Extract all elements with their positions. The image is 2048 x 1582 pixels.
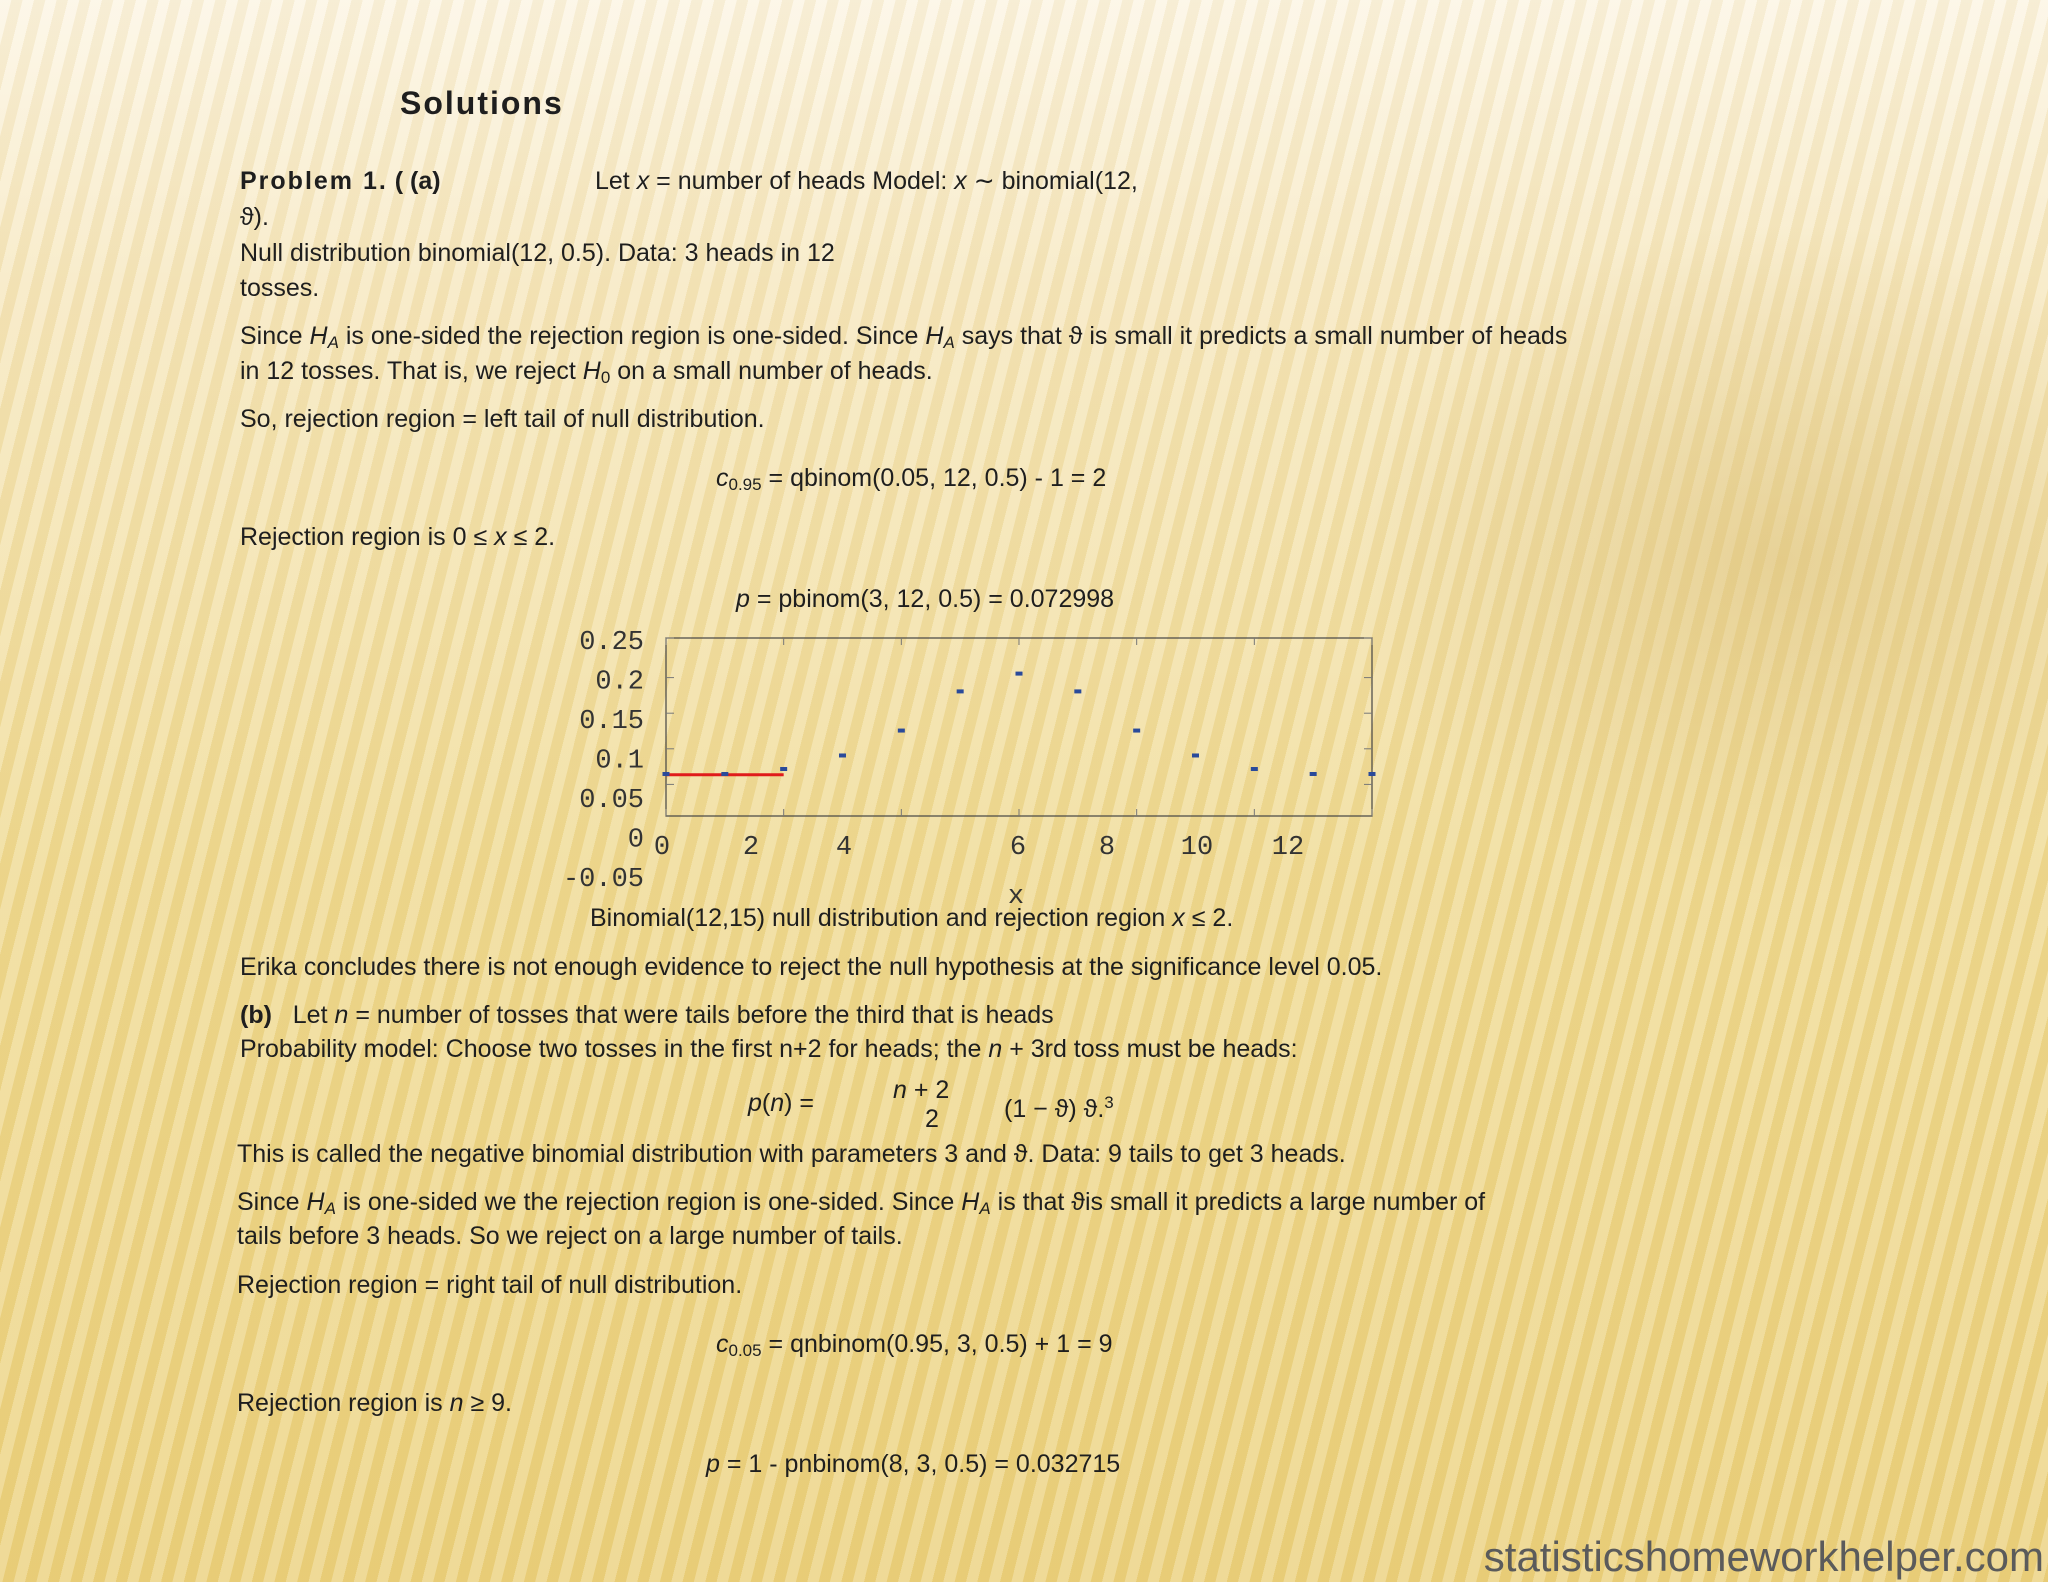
text: . — [1097, 1095, 1105, 1123]
var-p: p — [706, 1450, 720, 1478]
y-tick-label: 0.25 — [579, 628, 644, 658]
var-x: x — [494, 523, 507, 551]
x-tick-label: 8 — [1098, 833, 1116, 863]
text: = number of tosses that were tails before the third that is heads — [355, 1001, 1054, 1029]
data-point — [1369, 772, 1376, 776]
text: Since — [237, 1188, 300, 1216]
data-point — [1251, 767, 1258, 771]
data-point — [1192, 753, 1199, 757]
rejection-region-right: Rejection region = right tail of null distribution. — [237, 1271, 743, 1299]
text: = 1 - pnbinom(8, 3, 0.5) = 0.032715 — [726, 1450, 1121, 1478]
text: is one-sided the rejection region is one-sided. Since — [345, 322, 919, 350]
x-tick-label: 6 — [1009, 833, 1027, 863]
text: + 3rd toss must be heads: — [1009, 1035, 1298, 1063]
x-tick-label: 0 — [653, 833, 671, 863]
text: = number of heads Model: — [656, 167, 948, 195]
var-n: n — [988, 1035, 1003, 1063]
x-tick-label: 10 — [1180, 833, 1214, 863]
pn-lhs — [748, 1088, 814, 1118]
p-value-b — [706, 1449, 1120, 1479]
problem-label: Problem 1. — [240, 167, 388, 195]
part-b-label: (b) — [240, 1001, 272, 1029]
footer-watermark: statisticshomeworkhelper.com — [1483, 1533, 2044, 1580]
conclusion-line: Erika concludes there is not enough evidence to reject the null hypothesis at the significance level 0.05. — [240, 953, 1383, 981]
data-point — [839, 753, 846, 757]
text: Since — [240, 322, 303, 350]
text: = qbinom(0.05, 12, 0.5) - 1 = 2 — [768, 464, 1107, 492]
data-point — [663, 772, 670, 776]
data-point — [721, 772, 728, 776]
var-p: p — [736, 585, 750, 613]
subscript: A — [979, 1199, 991, 1218]
var-n: n — [449, 1389, 464, 1417]
subscript: A — [324, 1199, 336, 1218]
null-distribution-chart — [540, 620, 1400, 910]
probability-model-line — [240, 1034, 1298, 1064]
y-tick-label: 0.1 — [595, 746, 644, 777]
text: = qnbinom(0.95, 3, 0.5) + 1 = 9 — [768, 1330, 1113, 1358]
model-line — [595, 166, 1138, 196]
y-tick-label: 0.05 — [579, 786, 644, 816]
tosses-line: tosses. — [240, 274, 320, 302]
text: on a small number of heads. — [617, 357, 933, 385]
tails-line: tails before 3 heads. So we reject on a large number of tails. — [237, 1222, 903, 1250]
var-c: c — [716, 464, 729, 492]
subscript: 0 — [600, 368, 611, 387]
text: Probability model: Choose two tosses in the first n+2 for heads; the — [240, 1035, 982, 1063]
text: ≤ 2. — [1191, 904, 1234, 932]
critical-value-b — [716, 1329, 1113, 1366]
var-x: x — [636, 167, 650, 195]
text: = pbinom(3, 12, 0.5) = 0.072998 — [756, 585, 1115, 613]
var-x: x — [954, 167, 967, 195]
var-h: H — [582, 357, 601, 385]
data-point — [780, 767, 787, 771]
data-point — [898, 729, 905, 733]
var-c: c — [716, 1330, 729, 1358]
one-sided-b-line — [237, 1187, 1485, 1224]
var-n: n — [893, 1076, 907, 1104]
subscript: A — [327, 333, 339, 352]
x-tick-label: 2 — [742, 833, 760, 863]
var-h: H — [961, 1188, 980, 1216]
text: + 2 — [913, 1076, 950, 1104]
var-n: n — [770, 1089, 785, 1117]
text: ∼ binomial(12, — [973, 167, 1138, 195]
text: is one-sided we the rejection region is one-sided. Since — [342, 1188, 955, 1216]
y-tick-label: 0.15 — [579, 707, 644, 737]
text: ) = — [784, 1089, 815, 1117]
part-b-line1 — [240, 1000, 1054, 1030]
text: Binomial(12,15) null distribution and rejection region — [590, 904, 1166, 932]
x-tick-label: 12 — [1271, 833, 1305, 863]
text: (1 − ϑ) ϑ — [1004, 1095, 1098, 1123]
binom-bottom: 2 — [925, 1105, 939, 1133]
text: ≤ 2. — [513, 523, 556, 551]
text: is that ϑis small it predicts a large number of — [997, 1188, 1486, 1216]
text: Rejection region is — [237, 1389, 443, 1417]
text: in 12 tosses. That is, we reject — [240, 357, 576, 385]
data-point — [1016, 672, 1023, 676]
data-point — [1310, 772, 1317, 776]
x-tick-label: 4 — [835, 833, 853, 863]
rejection-region-left: So, rejection region = left tail of null distribution. — [240, 405, 765, 433]
subscript: 0.05 — [728, 1341, 762, 1360]
critical-value-a — [716, 463, 1106, 500]
text: says that ϑ is small it predicts a small number of heads — [961, 322, 1568, 350]
subscript: 0.95 — [728, 475, 762, 494]
y-tick-label: -0.05 — [562, 865, 644, 895]
model-line-cont: ϑ). — [240, 203, 269, 231]
x-axis-label: x — [1007, 882, 1025, 910]
plot-frame — [666, 638, 1372, 816]
var-p: p — [748, 1089, 762, 1117]
var-h: H — [306, 1188, 325, 1216]
var-n: n — [334, 1001, 349, 1029]
text: Rejection region is 0 ≤ — [240, 523, 488, 551]
var-x: x — [1172, 904, 1185, 932]
text: ≥ 9. — [470, 1389, 513, 1417]
chart-caption — [590, 903, 1233, 933]
p-value-a — [736, 584, 1114, 614]
rejection-region-b — [237, 1388, 512, 1418]
part-a-label: ( (a) — [394, 167, 441, 195]
superscript: 3 — [1104, 1093, 1114, 1112]
problem-1a-line1 — [240, 166, 441, 196]
data-point — [1074, 689, 1081, 693]
y-tick-label: 0 — [627, 825, 644, 856]
var-h: H — [309, 322, 328, 350]
rejection-region-a — [240, 522, 555, 552]
reject-line — [240, 356, 933, 393]
text: Let — [595, 167, 630, 195]
data-point — [957, 689, 964, 693]
one-sided-line — [240, 321, 1567, 358]
negative-binomial-line: This is called the negative binomial distribution with parameters 3 and ϑ. Data: 9 tails to get 3 heads. — [237, 1140, 1346, 1168]
binom-top — [893, 1075, 949, 1105]
y-tick-label: 0.2 — [595, 667, 644, 698]
var-h: H — [925, 322, 944, 350]
page-title: Solutions — [400, 85, 564, 121]
data-point — [1133, 729, 1140, 733]
pn-tail — [1004, 1088, 1114, 1124]
subscript: A — [943, 333, 955, 352]
text: Let — [292, 1001, 328, 1029]
paren: ( — [761, 1089, 771, 1117]
null-distribution-line: Null distribution binomial(12, 0.5). Data: 3 heads in 12 — [240, 239, 835, 267]
